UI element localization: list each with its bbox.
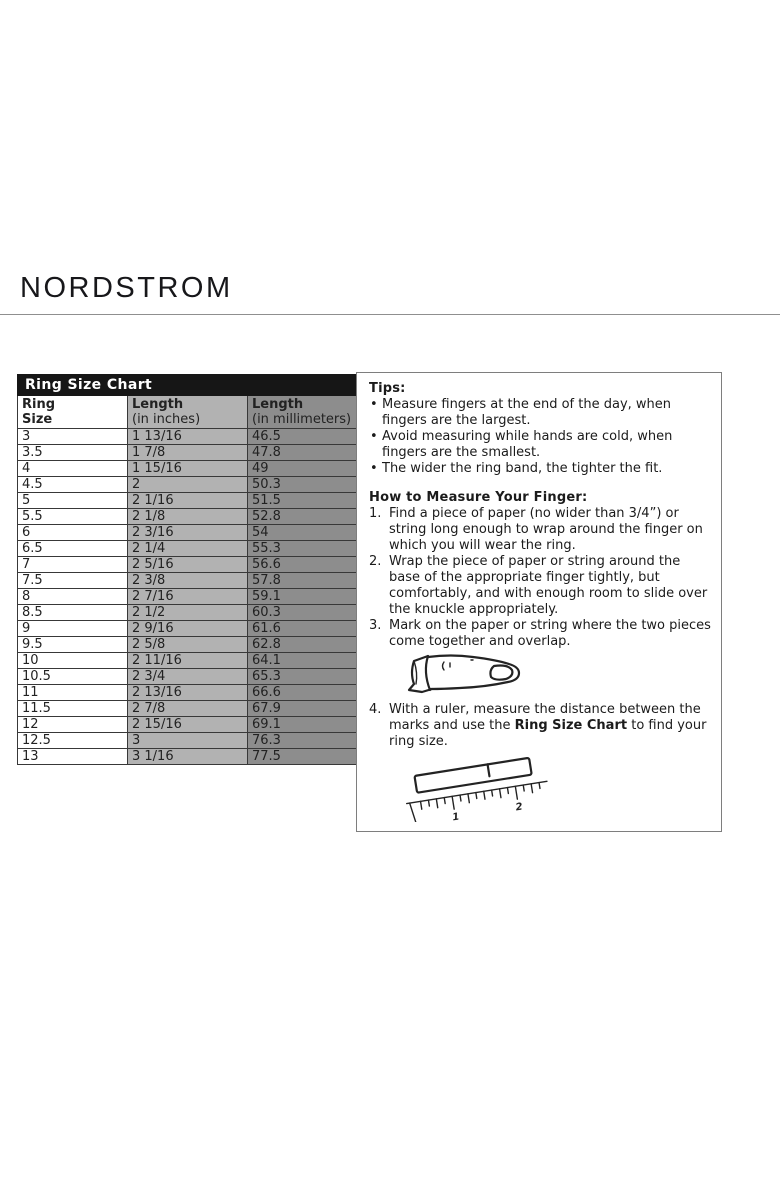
cell-length-mm: 67.9: [248, 701, 357, 717]
cell-length-in: 1 13/16: [128, 429, 248, 445]
cell-ring-size: 3: [18, 429, 128, 445]
step-number: 2.: [369, 554, 382, 569]
cell-ring-size: 9.5: [18, 637, 128, 653]
table-row: [18, 509, 357, 525]
cell-ring-size: 9: [18, 621, 128, 637]
cell-length-mm: 61.6: [248, 621, 357, 637]
measure-step: [369, 618, 712, 650]
cell-length-mm: 52.8: [248, 509, 357, 525]
cell-ring-size: 6: [18, 525, 128, 541]
cell-length-mm: 59.1: [248, 589, 357, 605]
cell-ring-size: 12.5: [18, 733, 128, 749]
cell-ring-size: 11: [18, 685, 128, 701]
ruler-illustration: [399, 752, 712, 827]
table-row: [18, 685, 357, 701]
cell-length-in: 2 1/16: [128, 493, 248, 509]
step-number: 3.: [369, 618, 382, 633]
col-header-line: Ring: [22, 397, 56, 412]
cell-ring-size: 5.5: [18, 509, 128, 525]
table-row: [18, 605, 357, 621]
table-title: Ring Size Chart: [18, 375, 357, 396]
table-row: [18, 749, 357, 765]
table-row: [18, 541, 357, 557]
tip-item: • Avoid measuring while hands are cold, when fingers are the smallest.: [369, 429, 712, 461]
col-header-line: (in inches): [132, 412, 201, 427]
table-row: [18, 429, 357, 445]
cell-length-in: 3: [128, 733, 248, 749]
cell-length-in: 2 1/4: [128, 541, 248, 557]
col-header-line: Length: [132, 397, 184, 412]
finger-with-paper-strip-icon: [405, 653, 527, 695]
cell-length-in: 2: [128, 477, 248, 493]
tip-item: • Measure fingers at the end of the day, when fingers are the largest.: [369, 397, 712, 429]
cell-length-in: 2 5/8: [128, 637, 248, 653]
table-row: [18, 637, 357, 653]
cell-length-in: 2 9/16: [128, 621, 248, 637]
table-header-row: [18, 396, 357, 429]
cell-length-in: 2 5/16: [128, 557, 248, 573]
measure-step: [369, 506, 712, 554]
ring-size-chart-region: [17, 374, 356, 765]
step-text: [389, 702, 712, 750]
cell-length-in: 1 15/16: [128, 461, 248, 477]
step-text: Mark on the paper or string where the two pieces come together and overlap.: [389, 618, 711, 649]
cell-ring-size: 12: [18, 717, 128, 733]
finger-measure-illustration: [405, 653, 712, 700]
col-header-line: (in millimeters): [252, 412, 352, 427]
table-row: [18, 461, 357, 477]
cell-length-mm: 65.3: [248, 669, 357, 685]
cell-length-mm: 76.3: [248, 733, 357, 749]
step-text: Wrap the piece of paper or string around the base of the appropriate finger tightly, but comfortably, and with enough room to slide over the knuckle appropriately.: [389, 554, 708, 617]
cell-length-in: 2 1/8: [128, 509, 248, 525]
col-header-length-inches: [128, 396, 248, 429]
table-row: [18, 653, 357, 669]
cell-length-mm: 49: [248, 461, 357, 477]
step-number: 4.: [369, 702, 382, 717]
table-row: [18, 669, 357, 685]
cell-length-mm: 55.3: [248, 541, 357, 557]
cell-length-mm: 56.6: [248, 557, 357, 573]
col-header-line: Size: [22, 412, 53, 427]
cell-length-mm: 54: [248, 525, 357, 541]
table-row: [18, 525, 357, 541]
col-header-line: Length: [252, 397, 304, 412]
cell-length-mm: 62.8: [248, 637, 357, 653]
step4-post: to find your ring size.: [389, 718, 707, 749]
table-title-row: [18, 375, 357, 396]
cell-length-mm: 69.1: [248, 717, 357, 733]
table-row: [18, 701, 357, 717]
how-to-measure-heading: How to Measure Your Finger:: [369, 490, 588, 505]
cell-length-in: 2 7/8: [128, 701, 248, 717]
tip-item: • The wider the ring band, the tighter the fit.: [369, 461, 712, 477]
cell-ring-size: 6.5: [18, 541, 128, 557]
ring-size-table: [17, 374, 357, 765]
nordstrom-logo: NORDSTROM: [20, 272, 233, 304]
table-row: [18, 477, 357, 493]
cell-length-mm: 47.8: [248, 445, 357, 461]
cell-ring-size: 11.5: [18, 701, 128, 717]
cell-length-in: 2 3/4: [128, 669, 248, 685]
cell-ring-size: 4.5: [18, 477, 128, 493]
cell-length-mm: 77.5: [248, 749, 357, 765]
cell-length-mm: 64.1: [248, 653, 357, 669]
cell-ring-size: 3.5: [18, 445, 128, 461]
cell-ring-size: 4: [18, 461, 128, 477]
table-row: [18, 445, 357, 461]
ruler-with-paper-strip-icon: [399, 752, 559, 822]
cell-length-mm: 66.6: [248, 685, 357, 701]
table-row: [18, 733, 357, 749]
cell-length-in: 3 1/16: [128, 749, 248, 765]
cell-ring-size: 8: [18, 589, 128, 605]
cell-length-in: 2 11/16: [128, 653, 248, 669]
step4-pre: With a ruler, measure the distance between the marks and use the: [389, 702, 701, 733]
cell-length-mm: 50.3: [248, 477, 357, 493]
cell-length-in: 2 7/16: [128, 589, 248, 605]
cell-length-in: 2 3/8: [128, 573, 248, 589]
cell-length-in: 2 3/16: [128, 525, 248, 541]
table-row: [18, 573, 357, 589]
header-divider: [0, 314, 780, 315]
table-row: [18, 557, 357, 573]
tips-list: [369, 397, 712, 477]
cell-ring-size: 8.5: [18, 605, 128, 621]
cell-ring-size: 5: [18, 493, 128, 509]
step-text: Find a piece of paper (no wider than 3/4”) or string long enough to wrap around the finger on which you will wear the ring.: [389, 506, 703, 553]
cell-length-in: 2 1/2: [128, 605, 248, 621]
cell-ring-size: 10.5: [18, 669, 128, 685]
measure-step: [369, 554, 712, 618]
cell-ring-size: 7: [18, 557, 128, 573]
cell-ring-size: 13: [18, 749, 128, 765]
col-header-length-mm: [248, 396, 357, 429]
cell-length-in: 1 7/8: [128, 445, 248, 461]
cell-ring-size: 7.5: [18, 573, 128, 589]
cell-length-in: 2 15/16: [128, 717, 248, 733]
measure-step: [369, 702, 712, 750]
ruler-number-two: 2: [514, 801, 524, 814]
tips-heading: Tips:: [369, 381, 406, 396]
cell-ring-size: 10: [18, 653, 128, 669]
table-row: [18, 621, 357, 637]
col-header-ring-size: [18, 396, 128, 429]
cell-length-mm: 46.5: [248, 429, 357, 445]
cell-length-in: 2 13/16: [128, 685, 248, 701]
measuring-tips-panel: [356, 372, 722, 832]
table-row: [18, 493, 357, 509]
cell-length-mm: 60.3: [248, 605, 357, 621]
table-row: [18, 589, 357, 605]
step-number: 1.: [369, 506, 382, 521]
table-row: [18, 717, 357, 733]
cell-length-mm: 57.8: [248, 573, 357, 589]
cell-length-mm: 51.5: [248, 493, 357, 509]
step4-bold-chart-ref: Ring Size Chart: [514, 718, 628, 733]
section-spacer: [369, 477, 712, 490]
ruler-number-one: 1: [451, 811, 461, 822]
